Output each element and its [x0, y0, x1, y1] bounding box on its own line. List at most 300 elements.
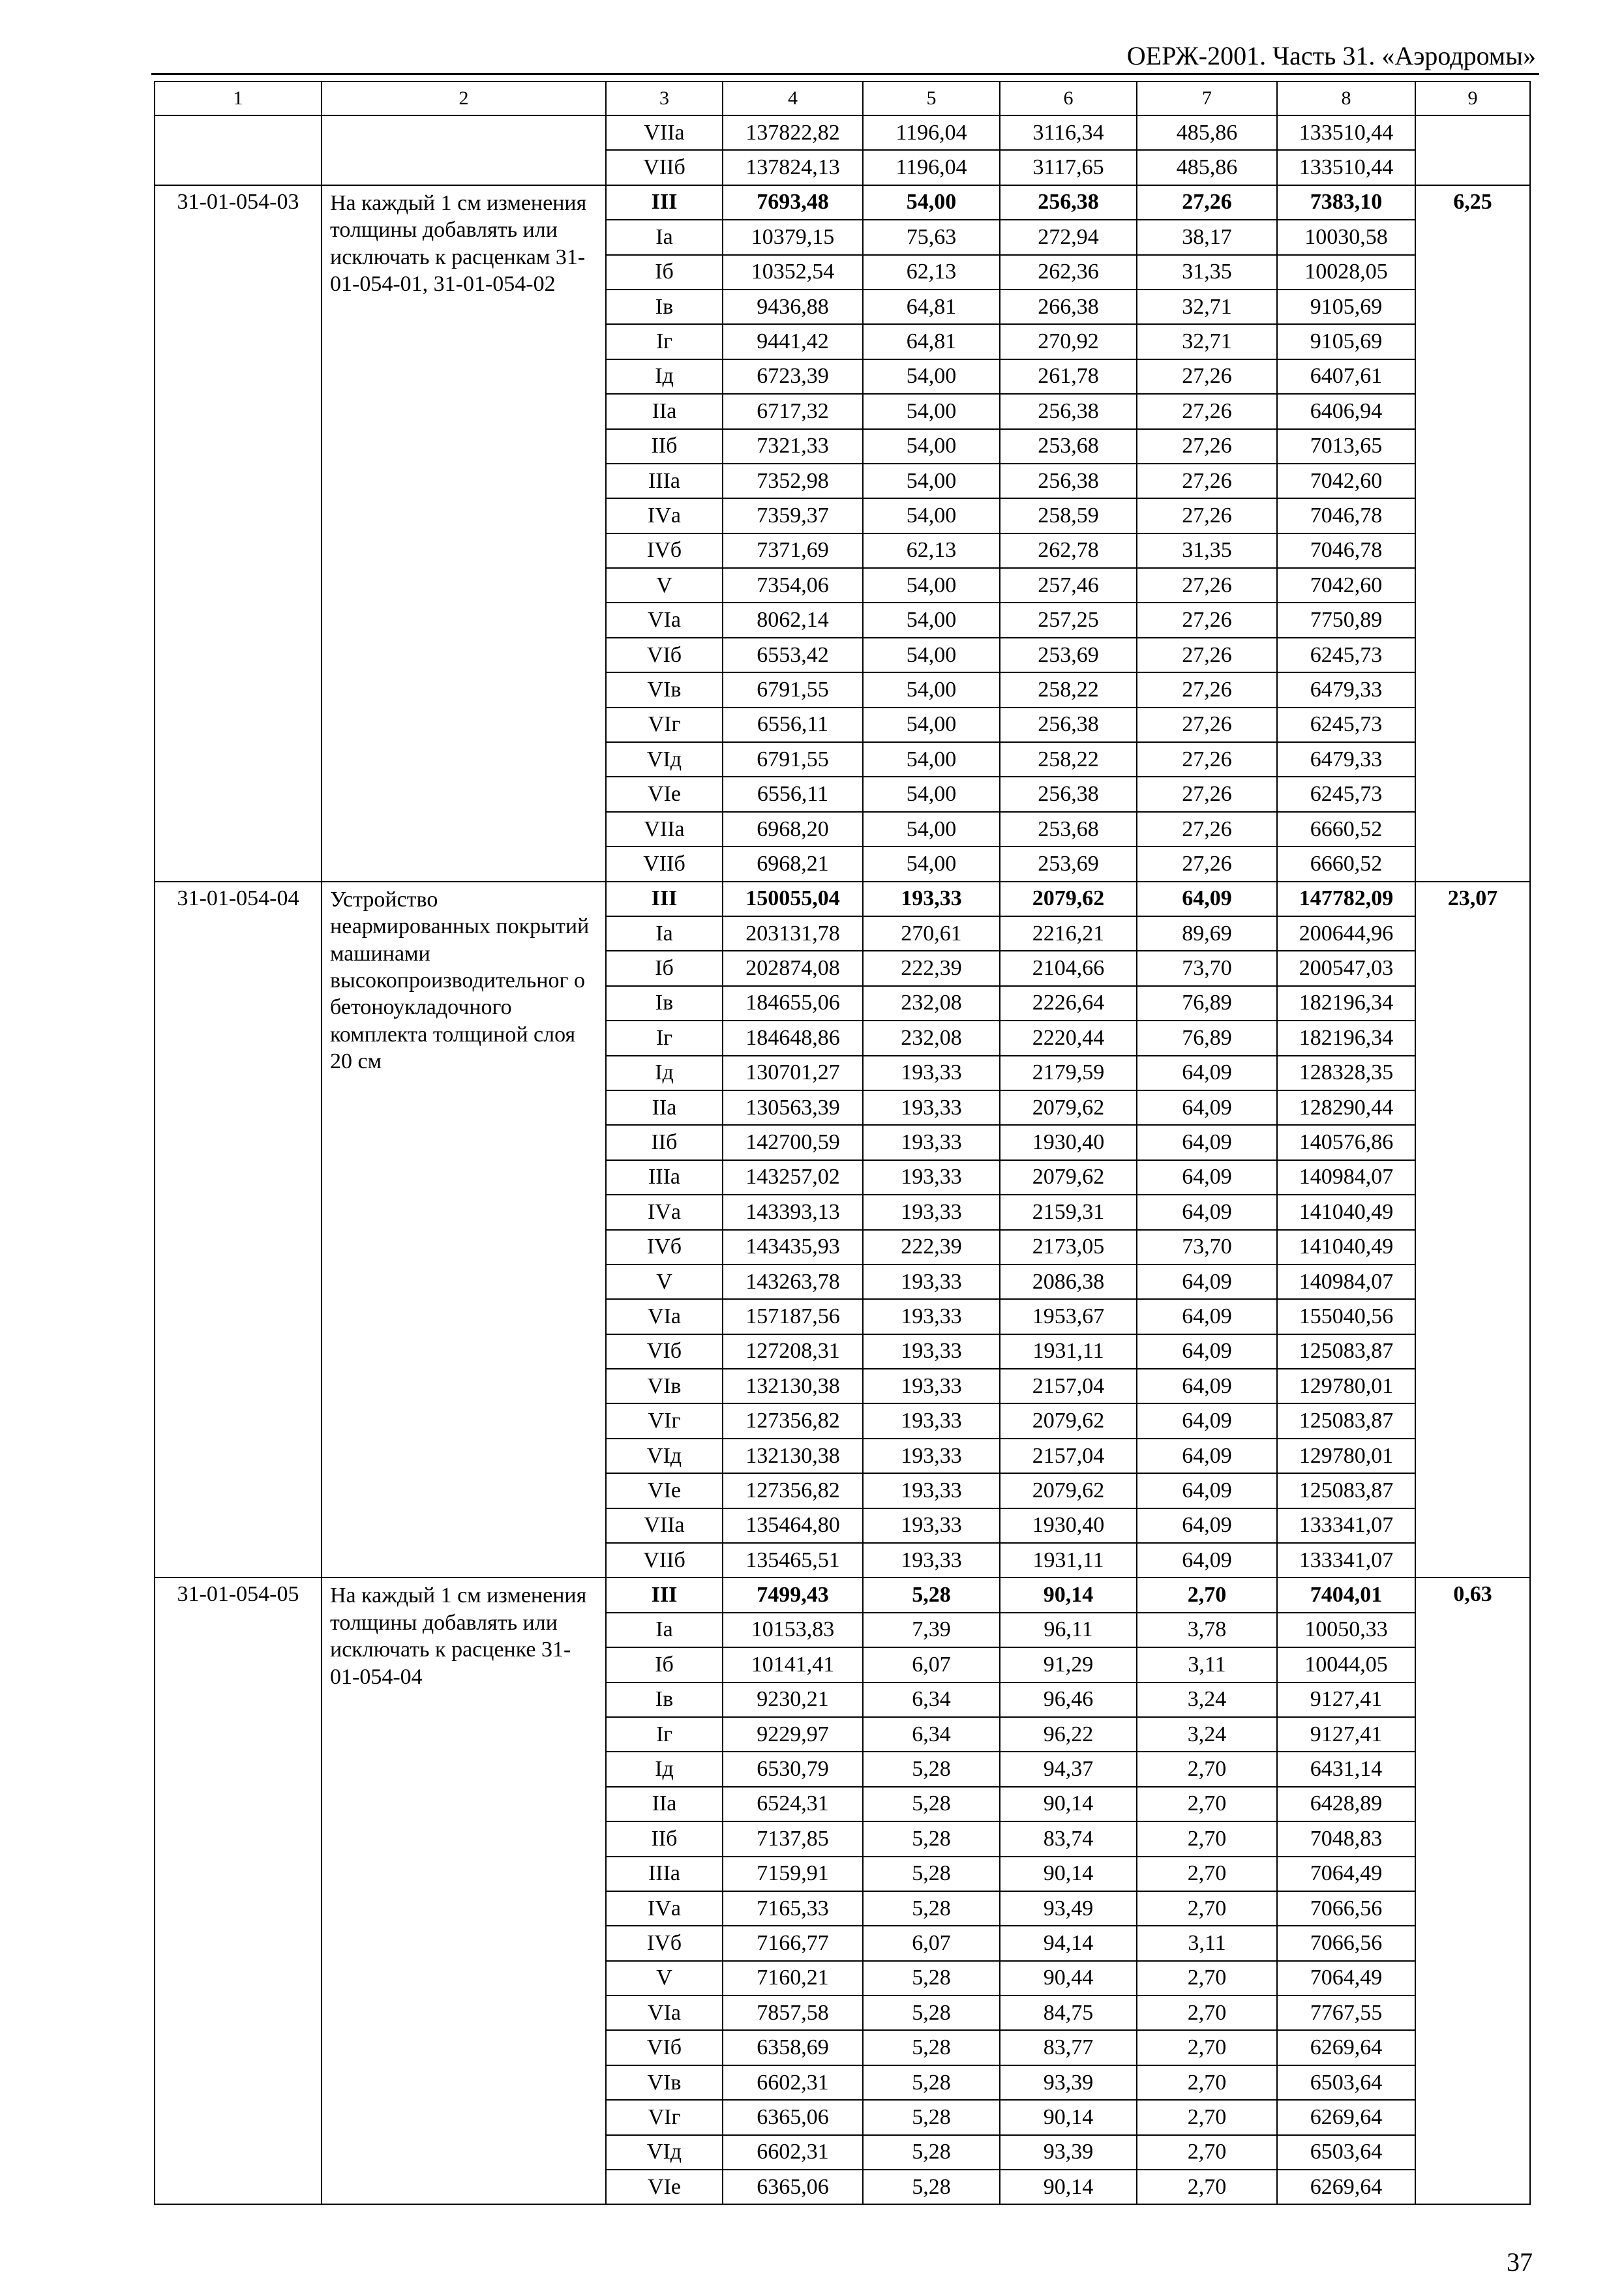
zone-cell: VIIа	[606, 812, 723, 846]
value-cell: 91,29	[1000, 1647, 1137, 1682]
value-cell: 258,22	[1000, 742, 1137, 777]
zone-cell: VIд	[606, 742, 723, 777]
zone-cell: Iг	[606, 324, 723, 359]
value-cell: 1196,04	[863, 150, 1000, 185]
value-cell: 7166,77	[723, 1926, 863, 1960]
value-cell: 27,26	[1137, 638, 1277, 672]
value-cell: 27,26	[1137, 498, 1277, 533]
value-cell: 140984,07	[1277, 1264, 1415, 1299]
zone-cell: VIд	[606, 1439, 723, 1473]
value-cell: 1930,40	[1000, 1125, 1137, 1159]
value-cell: 6365,06	[723, 2100, 863, 2134]
zone-cell: IIIа	[606, 1857, 723, 1891]
value-cell: 2104,66	[1000, 951, 1137, 985]
zone-cell: IVа	[606, 1891, 723, 1926]
value-cell: 9436,88	[723, 290, 863, 324]
value-cell: 90,14	[1000, 2170, 1137, 2204]
value-cell: 2157,04	[1000, 1439, 1137, 1473]
value-cell: 6428,89	[1277, 1787, 1415, 1821]
column-number: 1	[155, 82, 322, 115]
value-cell: 193,33	[863, 1508, 1000, 1543]
value-cell: 6791,55	[723, 672, 863, 707]
continuation-code-cell	[155, 115, 322, 185]
value-cell: 7159,91	[723, 1857, 863, 1891]
value-cell: 127356,82	[723, 1403, 863, 1438]
value-cell: 7048,83	[1277, 1821, 1415, 1856]
rate-code: 31-01-054-04	[155, 882, 322, 1578]
value-cell: 6431,14	[1277, 1752, 1415, 1786]
value-cell: 7857,58	[723, 1996, 863, 2030]
value-cell: 253,69	[1000, 846, 1137, 881]
zone-cell: Iб	[606, 255, 723, 290]
value-cell: 64,81	[863, 290, 1000, 324]
value-cell: 6660,52	[1277, 846, 1415, 881]
value-cell: 1931,11	[1000, 1543, 1137, 1578]
page-header-title: ОЕРЖ-2001. Часть 31. «Аэродромы»	[1126, 41, 1536, 70]
value-cell: 2079,62	[1000, 882, 1137, 916]
value-cell: 257,25	[1000, 603, 1137, 637]
value-cell: 54,00	[863, 568, 1000, 603]
value-cell: 2173,05	[1000, 1230, 1137, 1264]
value-cell: 5,28	[863, 2170, 1000, 2204]
rates-table-body	[155, 82, 1530, 2204]
column-number: 3	[606, 82, 723, 115]
zone-cell: Iа	[606, 1613, 723, 1647]
value-cell: 27,26	[1137, 464, 1277, 498]
value-cell: 64,09	[1137, 1403, 1277, 1438]
value-cell: 7354,06	[723, 568, 863, 603]
value-cell: 2157,04	[1000, 1369, 1137, 1403]
value-cell: 184655,06	[723, 986, 863, 1021]
value-cell: 7064,49	[1277, 1961, 1415, 1996]
value-cell: 2216,21	[1000, 916, 1137, 951]
value-cell: 7137,85	[723, 1821, 863, 1856]
value-cell: 54,00	[863, 708, 1000, 742]
value-cell: 54,00	[863, 672, 1000, 707]
value-cell: 2079,62	[1000, 1403, 1137, 1438]
value-cell: 10352,54	[723, 255, 863, 290]
value-cell: 202874,08	[723, 951, 863, 985]
zone-cell: V	[606, 568, 723, 603]
value-cell: 133510,44	[1277, 115, 1415, 150]
rate-code: 31-01-054-03	[155, 185, 322, 882]
value-cell: 5,28	[863, 1857, 1000, 1891]
value-cell: 193,33	[863, 882, 1000, 916]
value-cell: 54,00	[863, 185, 1000, 220]
zone-cell: VIа	[606, 1299, 723, 1334]
value-cell: 2086,38	[1000, 1264, 1137, 1299]
value-cell: 256,38	[1000, 464, 1137, 498]
column-number: 7	[1137, 82, 1277, 115]
value-cell: 256,38	[1000, 708, 1137, 742]
labor-cost-value: 6,25	[1415, 185, 1530, 882]
value-cell: 127356,82	[723, 1473, 863, 1508]
value-cell: 84,75	[1000, 1996, 1137, 2030]
value-cell: 125083,87	[1277, 1334, 1415, 1369]
zone-cell: VIг	[606, 1403, 723, 1438]
zone-cell: VIв	[606, 1369, 723, 1403]
value-cell: 253,68	[1000, 429, 1137, 464]
value-cell: 133341,07	[1277, 1543, 1415, 1578]
value-cell: 64,09	[1137, 1090, 1277, 1125]
rates-table	[154, 81, 1531, 2205]
value-cell: 262,78	[1000, 533, 1137, 568]
value-cell: 54,00	[863, 359, 1000, 394]
value-cell: 7750,89	[1277, 603, 1415, 637]
zone-cell: VIб	[606, 2030, 723, 2065]
value-cell: 27,26	[1137, 394, 1277, 428]
value-cell: 32,71	[1137, 290, 1277, 324]
value-cell: 2079,62	[1000, 1160, 1137, 1195]
zone-cell: Iд	[606, 359, 723, 394]
zone-cell: Iг	[606, 1021, 723, 1055]
zone-cell: VIг	[606, 2100, 723, 2134]
value-cell: 83,74	[1000, 1821, 1137, 1856]
value-cell: 7,39	[863, 1613, 1000, 1647]
value-cell: 132130,38	[723, 1439, 863, 1473]
value-cell: 10030,58	[1277, 220, 1415, 254]
zone-cell: VIIа	[606, 115, 723, 150]
value-cell: 6524,31	[723, 1787, 863, 1821]
value-cell: 193,33	[863, 1195, 1000, 1229]
value-cell: 8062,14	[723, 603, 863, 637]
value-cell: 5,28	[863, 1752, 1000, 1786]
value-cell: 73,70	[1137, 1230, 1277, 1264]
value-cell: 38,17	[1137, 220, 1277, 254]
zone-cell: Iв	[606, 290, 723, 324]
zone-cell: VIв	[606, 672, 723, 707]
value-cell: 27,26	[1137, 568, 1277, 603]
value-cell: 135465,51	[723, 1543, 863, 1578]
value-cell: 90,14	[1000, 1578, 1137, 1612]
column-number: 8	[1277, 82, 1415, 115]
zone-cell: VIг	[606, 708, 723, 742]
value-cell: 54,00	[863, 603, 1000, 637]
value-cell: 193,33	[863, 1090, 1000, 1125]
value-cell: 64,09	[1137, 1369, 1277, 1403]
value-cell: 64,09	[1137, 1160, 1277, 1195]
zone-cell: VIе	[606, 2170, 723, 2204]
value-cell: 3,78	[1137, 1613, 1277, 1647]
value-cell: 2,70	[1137, 2065, 1277, 2100]
value-cell: 10141,41	[723, 1647, 863, 1682]
value-cell: 54,00	[863, 394, 1000, 428]
value-cell: 73,70	[1137, 951, 1277, 985]
zone-cell: Iа	[606, 916, 723, 951]
value-cell: 2,70	[1137, 2100, 1277, 2134]
value-cell: 9127,41	[1277, 1683, 1415, 1717]
value-cell: 6269,64	[1277, 2100, 1415, 2134]
value-cell: 132130,38	[723, 1369, 863, 1403]
value-cell: 2226,64	[1000, 986, 1137, 1021]
value-cell: 93,39	[1000, 2065, 1137, 2100]
zone-cell: V	[606, 1264, 723, 1299]
value-cell: 64,81	[863, 324, 1000, 359]
value-cell: 2079,62	[1000, 1090, 1137, 1125]
value-cell: 257,46	[1000, 568, 1137, 603]
value-cell: 2,70	[1137, 1752, 1277, 1786]
table-row	[155, 1578, 1530, 1612]
zone-cell: Iв	[606, 1683, 723, 1717]
value-cell: 62,13	[863, 533, 1000, 568]
value-cell: 256,38	[1000, 185, 1137, 220]
rate-description: На каждый 1 см изменения толщины добавлять или исключать к расценкам 31-01-054-01, 31-01-054-02	[322, 185, 606, 882]
value-cell: 130701,27	[723, 1056, 863, 1090]
value-cell: 5,28	[863, 2030, 1000, 2065]
value-cell: 7767,55	[1277, 1996, 1415, 2030]
value-cell: 147782,09	[1277, 882, 1415, 916]
value-cell: 2,70	[1137, 1821, 1277, 1856]
zone-cell: IIа	[606, 1090, 723, 1125]
value-cell: 141040,49	[1277, 1230, 1415, 1264]
labor-cost-value: 23,07	[1415, 882, 1530, 1578]
zone-cell: IIа	[606, 394, 723, 428]
value-cell: 137824,13	[723, 150, 863, 185]
value-cell: 54,00	[863, 429, 1000, 464]
zone-cell: VIе	[606, 1473, 723, 1508]
value-cell: 6,34	[863, 1717, 1000, 1752]
value-cell: 7404,01	[1277, 1578, 1415, 1612]
zone-cell: Iв	[606, 986, 723, 1021]
value-cell: 128290,44	[1277, 1090, 1415, 1125]
value-cell: 6245,73	[1277, 708, 1415, 742]
value-cell: 130563,39	[723, 1090, 863, 1125]
labor-cost-value: 0,63	[1415, 1578, 1530, 2204]
value-cell: 2220,44	[1000, 1021, 1137, 1055]
zone-cell: VIд	[606, 2135, 723, 2170]
value-cell: 10050,33	[1277, 1613, 1415, 1647]
value-cell: 75,63	[863, 220, 1000, 254]
value-cell: 193,33	[863, 1299, 1000, 1334]
value-cell: 133341,07	[1277, 1508, 1415, 1543]
value-cell: 64,09	[1137, 1439, 1277, 1473]
value-cell: 6503,64	[1277, 2065, 1415, 2100]
value-cell: 193,33	[863, 1369, 1000, 1403]
value-cell: 2079,62	[1000, 1473, 1137, 1508]
zone-cell: IIб	[606, 429, 723, 464]
value-cell: 193,33	[863, 1056, 1000, 1090]
value-cell: 9105,69	[1277, 324, 1415, 359]
value-cell: 94,14	[1000, 1926, 1137, 1960]
value-cell: 6245,73	[1277, 638, 1415, 672]
value-cell: 64,09	[1137, 1264, 1277, 1299]
value-cell: 3,24	[1137, 1683, 1277, 1717]
zone-cell: IVб	[606, 1926, 723, 1960]
zone-cell: IIа	[606, 1787, 723, 1821]
value-cell: 193,33	[863, 1473, 1000, 1508]
value-cell: 27,26	[1137, 812, 1277, 846]
value-cell: 270,92	[1000, 324, 1137, 359]
value-cell: 27,26	[1137, 603, 1277, 637]
value-cell: 270,61	[863, 916, 1000, 951]
zone-cell: VIIа	[606, 1508, 723, 1543]
value-cell: 6358,69	[723, 2030, 863, 2065]
zone-cell: III	[606, 882, 723, 916]
rate-code: 31-01-054-05	[155, 1578, 322, 2204]
value-cell: 7359,37	[723, 498, 863, 533]
value-cell: 2,70	[1137, 2030, 1277, 2065]
table-row	[155, 185, 1530, 220]
value-cell: 7371,69	[723, 533, 863, 568]
value-cell: 27,26	[1137, 846, 1277, 881]
value-cell: 7066,56	[1277, 1926, 1415, 1960]
value-cell: 64,09	[1137, 882, 1277, 916]
value-cell: 6556,11	[723, 708, 863, 742]
zone-cell: VIб	[606, 1334, 723, 1369]
value-cell: 32,71	[1137, 324, 1277, 359]
value-cell: 200547,03	[1277, 951, 1415, 985]
value-cell: 76,89	[1137, 1021, 1277, 1055]
value-cell: 7693,48	[723, 185, 863, 220]
value-cell: 184648,86	[723, 1021, 863, 1055]
value-cell: 89,69	[1137, 916, 1277, 951]
value-cell: 129780,01	[1277, 1439, 1415, 1473]
value-cell: 64,09	[1137, 1473, 1277, 1508]
value-cell: 27,26	[1137, 708, 1277, 742]
value-cell: 222,39	[863, 1230, 1000, 1264]
value-cell: 90,14	[1000, 1857, 1137, 1891]
column-number: 4	[723, 82, 863, 115]
value-cell: 6968,20	[723, 812, 863, 846]
value-cell: 272,94	[1000, 220, 1137, 254]
value-cell: 6660,52	[1277, 812, 1415, 846]
value-cell: 27,26	[1137, 672, 1277, 707]
column-number: 5	[863, 82, 1000, 115]
zone-cell: III	[606, 1578, 723, 1612]
value-cell: 256,38	[1000, 394, 1137, 428]
value-cell: 2179,59	[1000, 1056, 1137, 1090]
value-cell: 7352,98	[723, 464, 863, 498]
value-cell: 27,26	[1137, 429, 1277, 464]
value-cell: 7013,65	[1277, 429, 1415, 464]
rate-description: Устройство неармированных покрытий машинами высокопроизводительног о бетоноукладочного комплекта толщиной слоя 20 см	[322, 882, 606, 1578]
value-cell: 129780,01	[1277, 1369, 1415, 1403]
zone-cell: VIIб	[606, 846, 723, 881]
value-cell: 256,38	[1000, 777, 1137, 811]
value-cell: 127208,31	[723, 1334, 863, 1369]
value-cell: 96,22	[1000, 1717, 1137, 1752]
value-cell: 5,28	[863, 2065, 1000, 2100]
value-cell: 128328,35	[1277, 1056, 1415, 1090]
value-cell: 203131,78	[723, 916, 863, 951]
value-cell: 9105,69	[1277, 290, 1415, 324]
value-cell: 2,70	[1137, 1857, 1277, 1891]
value-cell: 27,26	[1137, 742, 1277, 777]
value-cell: 31,35	[1137, 255, 1277, 290]
value-cell: 90,44	[1000, 1961, 1137, 1996]
zone-cell: VIа	[606, 1996, 723, 2030]
value-cell: 7321,33	[723, 429, 863, 464]
value-cell: 143257,02	[723, 1160, 863, 1195]
value-cell: 62,13	[863, 255, 1000, 290]
zone-cell: V	[606, 1961, 723, 1996]
value-cell: 143393,13	[723, 1195, 863, 1229]
value-cell: 182196,34	[1277, 1021, 1415, 1055]
zone-cell: IVа	[606, 498, 723, 533]
value-cell: 96,46	[1000, 1683, 1137, 1717]
value-cell: 93,49	[1000, 1891, 1137, 1926]
value-cell: 27,26	[1137, 777, 1277, 811]
value-cell: 93,39	[1000, 2135, 1137, 2170]
value-cell: 54,00	[863, 742, 1000, 777]
value-cell: 7165,33	[723, 1891, 863, 1926]
value-cell: 6553,42	[723, 638, 863, 672]
value-cell: 5,28	[863, 1787, 1000, 1821]
zone-cell: IIIа	[606, 1160, 723, 1195]
value-cell: 31,35	[1137, 533, 1277, 568]
value-cell: 7064,49	[1277, 1857, 1415, 1891]
value-cell: 232,08	[863, 986, 1000, 1021]
value-cell: 54,00	[863, 638, 1000, 672]
value-cell: 5,28	[863, 1821, 1000, 1856]
value-cell: 6269,64	[1277, 2170, 1415, 2204]
zone-cell: VIе	[606, 777, 723, 811]
value-cell: 143435,93	[723, 1230, 863, 1264]
value-cell: 193,33	[863, 1264, 1000, 1299]
value-cell: 1196,04	[863, 115, 1000, 150]
value-cell: 125083,87	[1277, 1473, 1415, 1508]
value-cell: 54,00	[863, 777, 1000, 811]
value-cell: 6556,11	[723, 777, 863, 811]
value-cell: 6,34	[863, 1683, 1000, 1717]
value-cell: 200644,96	[1277, 916, 1415, 951]
value-cell: 137822,82	[723, 115, 863, 150]
value-cell: 2159,31	[1000, 1195, 1137, 1229]
value-cell: 6,07	[863, 1926, 1000, 1960]
value-cell: 9441,42	[723, 324, 863, 359]
value-cell: 2,70	[1137, 2135, 1277, 2170]
value-cell: 143263,78	[723, 1264, 863, 1299]
value-cell: 6602,31	[723, 2065, 863, 2100]
value-cell: 7046,78	[1277, 533, 1415, 568]
value-cell: 94,37	[1000, 1752, 1137, 1786]
value-cell: 10153,83	[723, 1613, 863, 1647]
value-cell: 54,00	[863, 498, 1000, 533]
value-cell: 485,86	[1137, 115, 1277, 150]
zone-cell: III	[606, 185, 723, 220]
zone-cell: Iд	[606, 1056, 723, 1090]
value-cell: 7042,60	[1277, 568, 1415, 603]
zone-cell: IIIа	[606, 464, 723, 498]
value-cell: 64,09	[1137, 1056, 1277, 1090]
value-cell: 140984,07	[1277, 1160, 1415, 1195]
value-cell: 125083,87	[1277, 1403, 1415, 1438]
value-cell: 54,00	[863, 464, 1000, 498]
value-cell: 9127,41	[1277, 1717, 1415, 1752]
value-cell: 27,26	[1137, 185, 1277, 220]
value-cell: 7499,43	[723, 1578, 863, 1612]
value-cell: 253,68	[1000, 812, 1137, 846]
zone-cell: VIв	[606, 2065, 723, 2100]
value-cell: 6791,55	[723, 742, 863, 777]
value-cell: 6269,64	[1277, 2030, 1415, 2065]
value-cell: 64,09	[1137, 1195, 1277, 1229]
value-cell: 5,28	[863, 1961, 1000, 1996]
value-cell: 1931,11	[1000, 1334, 1137, 1369]
value-cell: 2,70	[1137, 1891, 1277, 1926]
value-cell: 2,70	[1137, 1578, 1277, 1612]
value-cell: 1930,40	[1000, 1508, 1137, 1543]
value-cell: 10028,05	[1277, 255, 1415, 290]
value-cell: 1953,67	[1000, 1299, 1137, 1334]
value-cell: 253,69	[1000, 638, 1137, 672]
value-cell: 133510,44	[1277, 150, 1415, 185]
value-cell: 6968,21	[723, 846, 863, 881]
value-cell: 155040,56	[1277, 1299, 1415, 1334]
value-cell: 266,38	[1000, 290, 1137, 324]
value-cell: 193,33	[863, 1543, 1000, 1578]
zone-cell: Iг	[606, 1717, 723, 1752]
